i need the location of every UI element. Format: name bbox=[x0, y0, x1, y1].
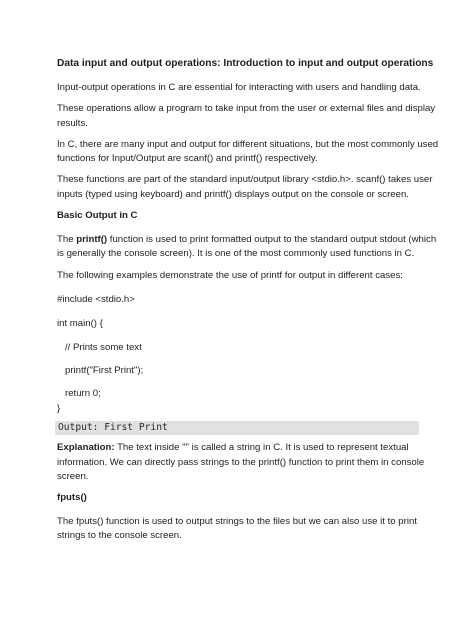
code-printf-line: printf("First Print"); bbox=[65, 365, 144, 376]
code-include-line: #include <stdio.h> bbox=[57, 294, 135, 305]
intro-paragraph-4-line-2: inputs (typed using keyboard) and printf() displays output on the console or screen. bbox=[57, 189, 409, 200]
explanation-line-2: information. We can directly pass strings to the printf() function to print them in console bbox=[57, 457, 425, 468]
intro-paragraph-2-line-2: results. bbox=[57, 118, 88, 129]
intro-paragraph-4-line-1: These functions are part of the standard input/output library <stdio.h>. scanf() takes user bbox=[57, 174, 433, 185]
code-main-open-line: int main() { bbox=[57, 318, 103, 329]
printf-paragraph-prefix: The bbox=[57, 234, 77, 245]
document-title: Data input and output operations: Introduction to input and output operations bbox=[57, 58, 434, 69]
intro-paragraph-2-line-1: These operations allow a program to take input from the user or external files and display bbox=[57, 103, 436, 114]
explanation-line-1-rest: The text inside "" is called a string in C. It is used to represent textual bbox=[114, 442, 409, 453]
code-comment-line: // Prints some text bbox=[65, 342, 142, 353]
fputs-paragraph-line-2: strings to the console screen. bbox=[57, 530, 182, 541]
printf-paragraph-rest: function is used to print formatted output to the standard output stdout (which bbox=[107, 234, 437, 245]
explanation-label: Explanation: bbox=[57, 442, 115, 453]
intro-paragraph-1: Input-output operations in C are essential for interacting with users and handling data. bbox=[57, 82, 421, 93]
fputs-heading: fputs() bbox=[57, 492, 87, 503]
examples-intro-paragraph: The following examples demonstrate the use of printf for output in different cases: bbox=[57, 270, 403, 281]
basic-output-heading: Basic Output in C bbox=[57, 210, 138, 221]
code-close-brace-line: } bbox=[57, 403, 61, 414]
intro-paragraph-3-line-2: functions for Input/Output are scanf() and printf() respectively. bbox=[57, 153, 318, 164]
code-return-line: return 0; bbox=[65, 388, 101, 399]
output-text: Output: First Print bbox=[58, 422, 168, 433]
intro-paragraph-3-line-1: In C, there are many input and output for different situations, but the most commonly used bbox=[57, 139, 439, 150]
explanation-line-3: screen. bbox=[57, 471, 89, 482]
fputs-paragraph-line-1: The fputs() function is used to output strings to the files but we can also use it to print bbox=[57, 516, 417, 527]
explanation-line-1 bbox=[57, 440, 409, 456]
printf-bold-term: printf() bbox=[76, 234, 108, 245]
printf-paragraph-line-2: is generally the console screen). It is one of the most commonly used functions in C. bbox=[57, 248, 415, 259]
